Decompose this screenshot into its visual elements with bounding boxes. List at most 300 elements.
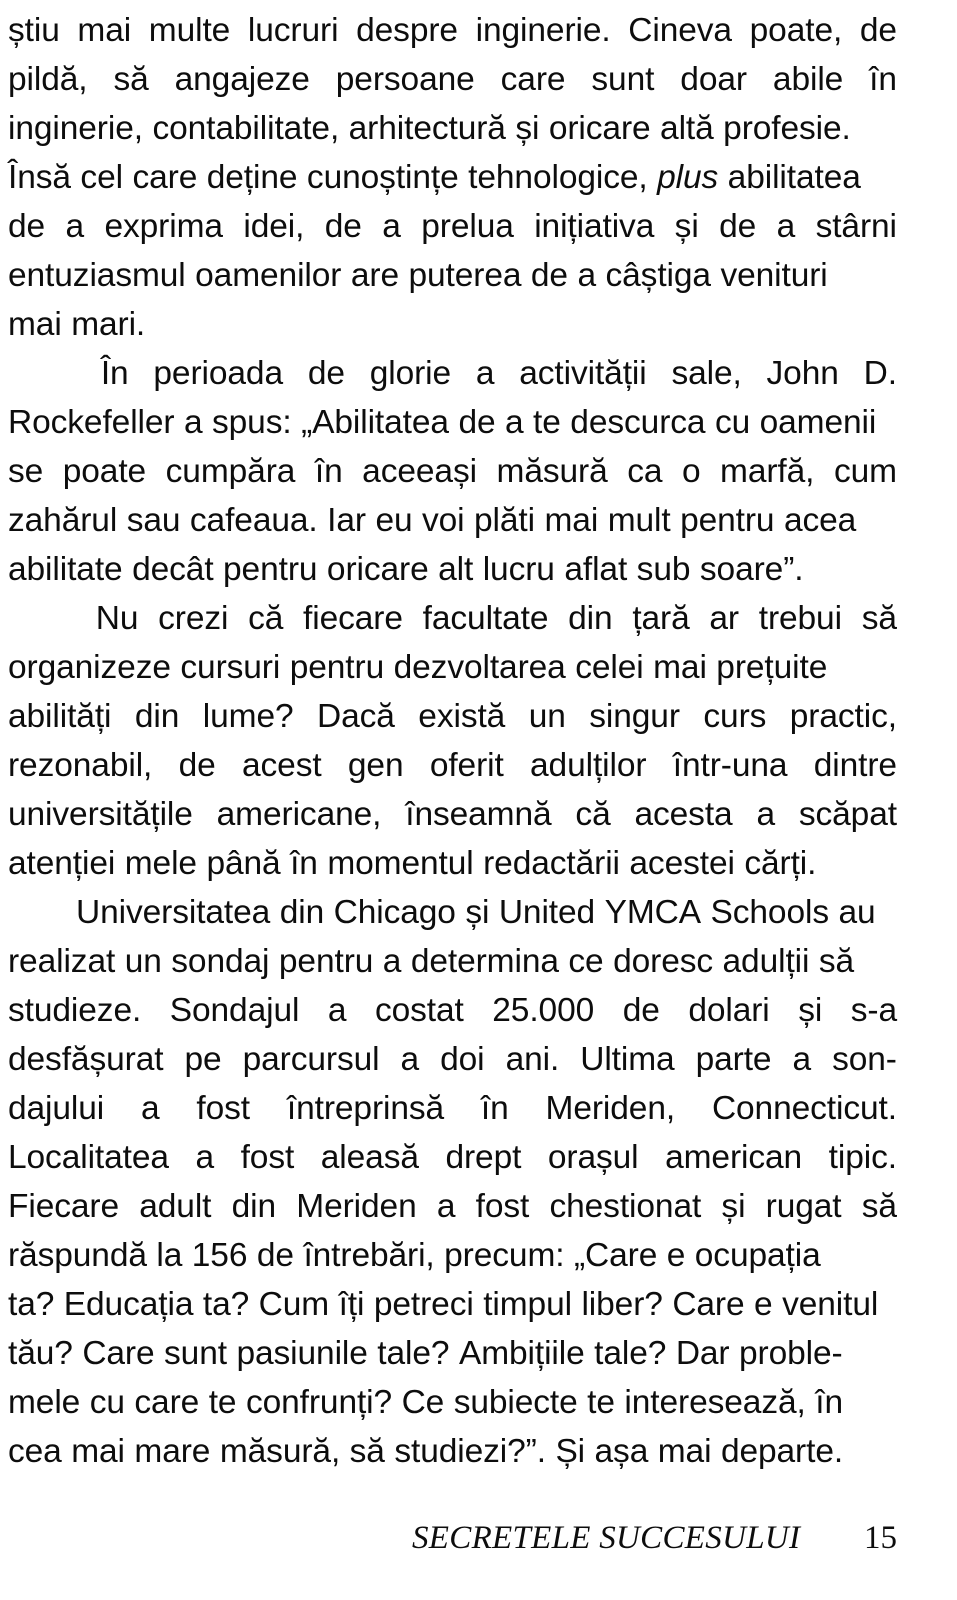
word-gap: [339, 104, 349, 153]
paragraph-indent: [8, 349, 76, 398]
word: prelua: [421, 208, 514, 245]
word: deține: [206, 159, 298, 196]
word: pentru: [223, 551, 318, 588]
word: momentul: [327, 845, 474, 882]
word-gap: [568, 251, 578, 300]
word-gap: [685, 1231, 695, 1280]
word: inginerie,: [8, 110, 143, 147]
text-line: [8, 545, 897, 594]
word: În: [100, 355, 129, 392]
word: 156: [191, 1237, 248, 1274]
text-line: [8, 349, 897, 398]
word: pildă,: [8, 61, 88, 98]
word-gap: [773, 1280, 783, 1329]
word: Dar: [675, 1335, 730, 1372]
word-gap: [750, 398, 760, 447]
page-footer: [8, 1516, 897, 1564]
word: ce: [568, 943, 604, 980]
word-gap: [71, 153, 81, 202]
word: pentru: [278, 943, 374, 980]
word: a: [141, 1090, 160, 1127]
word-gap: [521, 251, 531, 300]
word: studiezi?”.: [394, 1433, 546, 1470]
text-line: [8, 790, 897, 839]
word: petreci: [373, 1286, 474, 1323]
word-gap: [524, 398, 534, 447]
word: plăti: [474, 502, 535, 539]
word: de: [8, 208, 46, 245]
word: oamenii: [759, 404, 877, 441]
word: arhitectură: [348, 110, 506, 147]
word: voi: [422, 502, 465, 539]
word: de: [622, 992, 660, 1029]
text-line: [8, 1427, 897, 1476]
word: de: [458, 404, 496, 441]
word: doar: [680, 61, 747, 98]
word-gap: [615, 1378, 625, 1427]
word: acestei: [629, 845, 735, 882]
word: un: [124, 943, 162, 980]
word-gap: [745, 1280, 755, 1329]
word: înseamnă: [405, 796, 552, 833]
word: mult: [607, 502, 671, 539]
word-gap: [701, 888, 711, 937]
word: pentru: [680, 502, 775, 539]
word: abilitatea: [727, 159, 861, 196]
word: cărți.: [744, 845, 817, 882]
word-gap: [506, 104, 516, 153]
word: aflat: [564, 551, 628, 588]
word: acea: [783, 502, 857, 539]
word: acesta: [634, 796, 733, 833]
word: mai: [544, 502, 599, 539]
text-line: [8, 153, 897, 202]
word: pe: [184, 1041, 222, 1078]
word-gap: [561, 398, 571, 447]
word: adult: [139, 1188, 212, 1225]
word-gap: [186, 251, 196, 300]
word: fost: [475, 1188, 530, 1225]
word: a: [183, 404, 203, 441]
text-line: [8, 1084, 897, 1133]
word: ocupația: [694, 1237, 821, 1274]
word: departe.: [720, 1433, 844, 1470]
word-gap: [651, 104, 661, 153]
word-gap: [449, 398, 459, 447]
word-gap: [123, 545, 133, 594]
word: activității: [519, 355, 647, 392]
word: confrunți?: [245, 1384, 393, 1421]
word: a: [505, 404, 524, 441]
word: Cineva: [628, 12, 732, 49]
text-line: [8, 1182, 897, 1231]
word: în: [869, 61, 897, 98]
word: United: [498, 894, 596, 931]
word: Însă: [8, 159, 71, 196]
word: practic,: [789, 698, 897, 735]
word: care: [132, 159, 198, 196]
word: altă: [660, 110, 714, 147]
word: trebui: [758, 600, 842, 637]
word: abilități: [8, 698, 112, 735]
word-gap: [707, 643, 717, 692]
word: aleasă: [320, 1139, 419, 1176]
word: acest: [241, 747, 322, 784]
word-gap: [714, 104, 724, 153]
word: mai: [77, 12, 132, 49]
word-gap: [774, 496, 784, 545]
word-gap: [666, 1329, 676, 1378]
word-gap: [620, 839, 630, 888]
word: și: [721, 1188, 746, 1225]
word-gap: [711, 1427, 721, 1476]
word: sale,: [671, 355, 742, 392]
word: parcursul: [242, 1041, 380, 1078]
word-gap: [270, 888, 280, 937]
text-line: [8, 888, 897, 937]
word: într-una: [672, 747, 788, 784]
word: facultate: [422, 600, 549, 637]
word-gap: [180, 496, 190, 545]
text-line: [8, 55, 897, 104]
word: venituri: [720, 257, 828, 294]
word: ca: [627, 453, 663, 490]
word-gap: [564, 1231, 574, 1280]
word: fost: [240, 1139, 295, 1176]
word-gap: [249, 1280, 259, 1329]
word-gap: [203, 398, 213, 447]
word: tale?: [594, 1335, 667, 1372]
word: subiecte: [453, 1384, 578, 1421]
word-gap: [465, 496, 475, 545]
word: sub: [636, 551, 691, 588]
word-gap: [297, 153, 307, 202]
word: răspundă: [8, 1237, 147, 1274]
word: stârni: [815, 208, 897, 245]
word: Și: [555, 1433, 586, 1470]
word: măsură,: [219, 1433, 341, 1470]
word-gap: [62, 300, 72, 349]
word: din: [134, 698, 180, 735]
word-gap: [281, 839, 291, 888]
word-gap: [572, 1280, 582, 1329]
word: de: [307, 355, 345, 392]
word-gap: [182, 1231, 192, 1280]
word: întreprinsă: [286, 1090, 445, 1127]
word-gap: [341, 251, 351, 300]
word: Sondajul: [169, 992, 300, 1029]
word: angajeze: [174, 61, 310, 98]
word: tipic.: [828, 1139, 897, 1176]
text-line: [8, 1378, 897, 1427]
word: a: [756, 796, 775, 833]
text-line: [8, 496, 897, 545]
word: liber?: [581, 1286, 663, 1323]
word: descurca: [570, 404, 706, 441]
word: Localitatea: [8, 1139, 169, 1176]
word: ar: [709, 600, 739, 637]
word-gap: [199, 1378, 209, 1427]
word-gap: [806, 1378, 816, 1427]
word: John: [766, 355, 839, 392]
word: în: [480, 1090, 509, 1127]
word: determina: [410, 943, 559, 980]
word: drept: [445, 1139, 522, 1176]
word: care: [134, 1384, 200, 1421]
word: rugat: [765, 1188, 842, 1225]
word-gap: [559, 937, 569, 986]
word-gap: [690, 545, 700, 594]
word: exprima: [104, 208, 223, 245]
word: așa: [594, 1433, 649, 1470]
word-gap: [236, 1378, 246, 1427]
word: că: [248, 600, 284, 637]
word: despre: [356, 12, 458, 49]
word-gap: [474, 1280, 484, 1329]
word-gap: [718, 153, 728, 202]
word: alt: [438, 551, 474, 588]
text-line: [8, 104, 897, 153]
word: a: [65, 208, 85, 245]
word-gap: [364, 1280, 374, 1329]
word: Ultima: [580, 1041, 675, 1078]
word: oricare: [548, 110, 651, 147]
word: timpul: [483, 1286, 572, 1323]
word-gap: [368, 1329, 378, 1378]
word: a: [195, 1139, 215, 1176]
word: măsură: [496, 453, 608, 490]
text-line: [8, 986, 897, 1035]
word-gap: [585, 1329, 595, 1378]
word: un: [528, 698, 566, 735]
word: au: [838, 894, 876, 931]
text-line: [8, 1133, 897, 1182]
text-line: [8, 594, 897, 643]
word: spus:: [212, 404, 292, 441]
word-gap: [489, 888, 499, 937]
word-gap: [401, 937, 411, 986]
word-gap: [713, 937, 723, 986]
word: adulților: [530, 747, 647, 784]
word: lume?: [202, 698, 294, 735]
word-gap: [809, 937, 819, 986]
word: sau: [126, 502, 181, 539]
word-gap: [444, 1378, 454, 1427]
word: să: [861, 600, 897, 637]
word: de: [178, 747, 216, 784]
word-gap: [648, 153, 658, 202]
word: a: [577, 257, 596, 294]
word-gap: [318, 496, 328, 545]
text-line: [8, 1280, 897, 1329]
word: pasiunile: [236, 1335, 368, 1372]
word-gap: [340, 1427, 350, 1476]
word: Care: [82, 1335, 155, 1372]
word-gap: [292, 398, 302, 447]
word: e: [754, 1286, 773, 1323]
word: cursuri: [180, 649, 281, 686]
text-line: [8, 6, 897, 55]
word: profesie.: [723, 110, 851, 147]
word: entuziasmul: [8, 257, 186, 294]
word: există: [418, 698, 506, 735]
word: realizat: [8, 943, 116, 980]
word: organizeze: [8, 649, 171, 686]
word: aceeași: [362, 453, 477, 490]
word-gap: [539, 104, 549, 153]
word-gap: [174, 398, 184, 447]
word: și: [674, 208, 699, 245]
word: Schools: [710, 894, 829, 931]
word: fiecare: [303, 600, 403, 637]
running-head: SECRETELE SUCCESULUI: [412, 1520, 801, 1556]
word: și: [465, 894, 490, 931]
word: de: [324, 208, 362, 245]
word-gap: [155, 1329, 165, 1378]
word-gap: [598, 496, 608, 545]
word: orașul: [547, 1139, 639, 1176]
word: a: [382, 208, 401, 245]
word: rezonabil,: [8, 747, 153, 784]
word: glorie: [369, 355, 452, 392]
word: celei: [575, 649, 644, 686]
word: fost: [196, 1090, 251, 1127]
word: are: [350, 257, 399, 294]
text-line: [8, 1231, 897, 1280]
word: Dacă: [317, 698, 395, 735]
word-gap: [125, 1427, 135, 1476]
word: a: [792, 1041, 812, 1078]
word: Universitatea: [76, 894, 271, 931]
word: Ambițiile: [458, 1335, 585, 1372]
word-gap: [329, 1280, 339, 1329]
word-gap: [392, 1378, 402, 1427]
word: de: [256, 1237, 294, 1274]
word: costat: [374, 992, 464, 1029]
word: poate: [62, 453, 147, 490]
word: a: [436, 1188, 456, 1225]
word-gap: [671, 496, 681, 545]
word: a: [400, 1041, 420, 1078]
word: din: [568, 600, 613, 637]
word: îți: [338, 1286, 365, 1323]
word: câștiga: [605, 257, 711, 294]
word: până: [206, 845, 281, 882]
word: te: [587, 1384, 615, 1421]
word-gap: [115, 839, 125, 888]
word-gap: [735, 839, 745, 888]
page-number: 15: [864, 1520, 897, 1556]
word-gap: [62, 1427, 72, 1476]
word: abilitate: [8, 551, 123, 588]
word: cunoștințe: [306, 159, 459, 196]
word: cel: [80, 159, 123, 196]
word: mare: [134, 1433, 211, 1470]
word-gap: [147, 1231, 157, 1280]
word: și: [798, 992, 823, 1029]
text-line: [8, 839, 897, 888]
word: Educația: [63, 1286, 194, 1323]
word: dintre: [813, 747, 897, 784]
word: de: [530, 257, 568, 294]
word: multe: [148, 12, 231, 49]
word: mai: [71, 1433, 125, 1470]
word: Rockefeller: [8, 404, 175, 441]
word-gap: [318, 839, 328, 888]
word-gap: [125, 1378, 135, 1427]
word-gap: [413, 496, 423, 545]
text-line: [8, 937, 897, 986]
word: în: [314, 453, 343, 490]
word: decât: [132, 551, 214, 588]
word: din: [231, 1188, 277, 1225]
word: inițiativa: [534, 208, 655, 245]
text-line: [8, 1329, 897, 1378]
word: în: [290, 845, 318, 882]
word: din: [279, 894, 325, 931]
word: chestionat: [549, 1188, 702, 1225]
word: a: [776, 208, 796, 245]
word-gap: [429, 545, 439, 594]
word-gap: [596, 251, 606, 300]
word: Connecticut.: [711, 1090, 897, 1127]
word: sondaj: [171, 943, 270, 980]
word: să: [818, 943, 855, 980]
word: universitățile: [8, 796, 193, 833]
text-line: [8, 741, 897, 790]
word-gap: [829, 888, 839, 937]
word-gap: [117, 496, 127, 545]
word-gap: [197, 839, 207, 888]
word: parte: [695, 1041, 772, 1078]
word: tău?: [8, 1335, 73, 1372]
word-gap: [210, 1427, 220, 1476]
word: contabilitate,: [152, 110, 340, 147]
word: venitul: [782, 1286, 879, 1323]
word: Ce: [401, 1384, 445, 1421]
word: de: [859, 12, 897, 49]
word-gap: [115, 937, 125, 986]
word: s-a: [850, 992, 897, 1029]
word-gap: [535, 496, 545, 545]
word-gap: [474, 839, 484, 888]
word: oricare: [326, 551, 429, 588]
word: că: [575, 796, 611, 833]
word: să: [861, 1188, 897, 1225]
word-gap: [143, 104, 153, 153]
text-line: [8, 202, 897, 251]
word: desfășurat: [8, 1041, 164, 1078]
word: plus: [657, 159, 719, 196]
word: Meriden: [296, 1188, 417, 1225]
word: soare”.: [699, 551, 804, 588]
word-gap: [197, 153, 207, 202]
word: țară: [632, 600, 690, 637]
word-gap: [399, 251, 409, 300]
word: întrebări,: [303, 1237, 435, 1274]
word: lucru: [482, 551, 555, 588]
word-gap: [663, 1280, 673, 1329]
word: dajului: [8, 1090, 105, 1127]
word: marfă,: [720, 453, 815, 490]
word: singur: [589, 698, 680, 735]
word: mari.: [71, 306, 146, 343]
word: ani.: [505, 1041, 560, 1078]
word: 25.000: [492, 992, 595, 1029]
word: poate,: [749, 12, 843, 49]
word: dezvoltarea: [393, 649, 566, 686]
word: sunt: [591, 61, 655, 98]
